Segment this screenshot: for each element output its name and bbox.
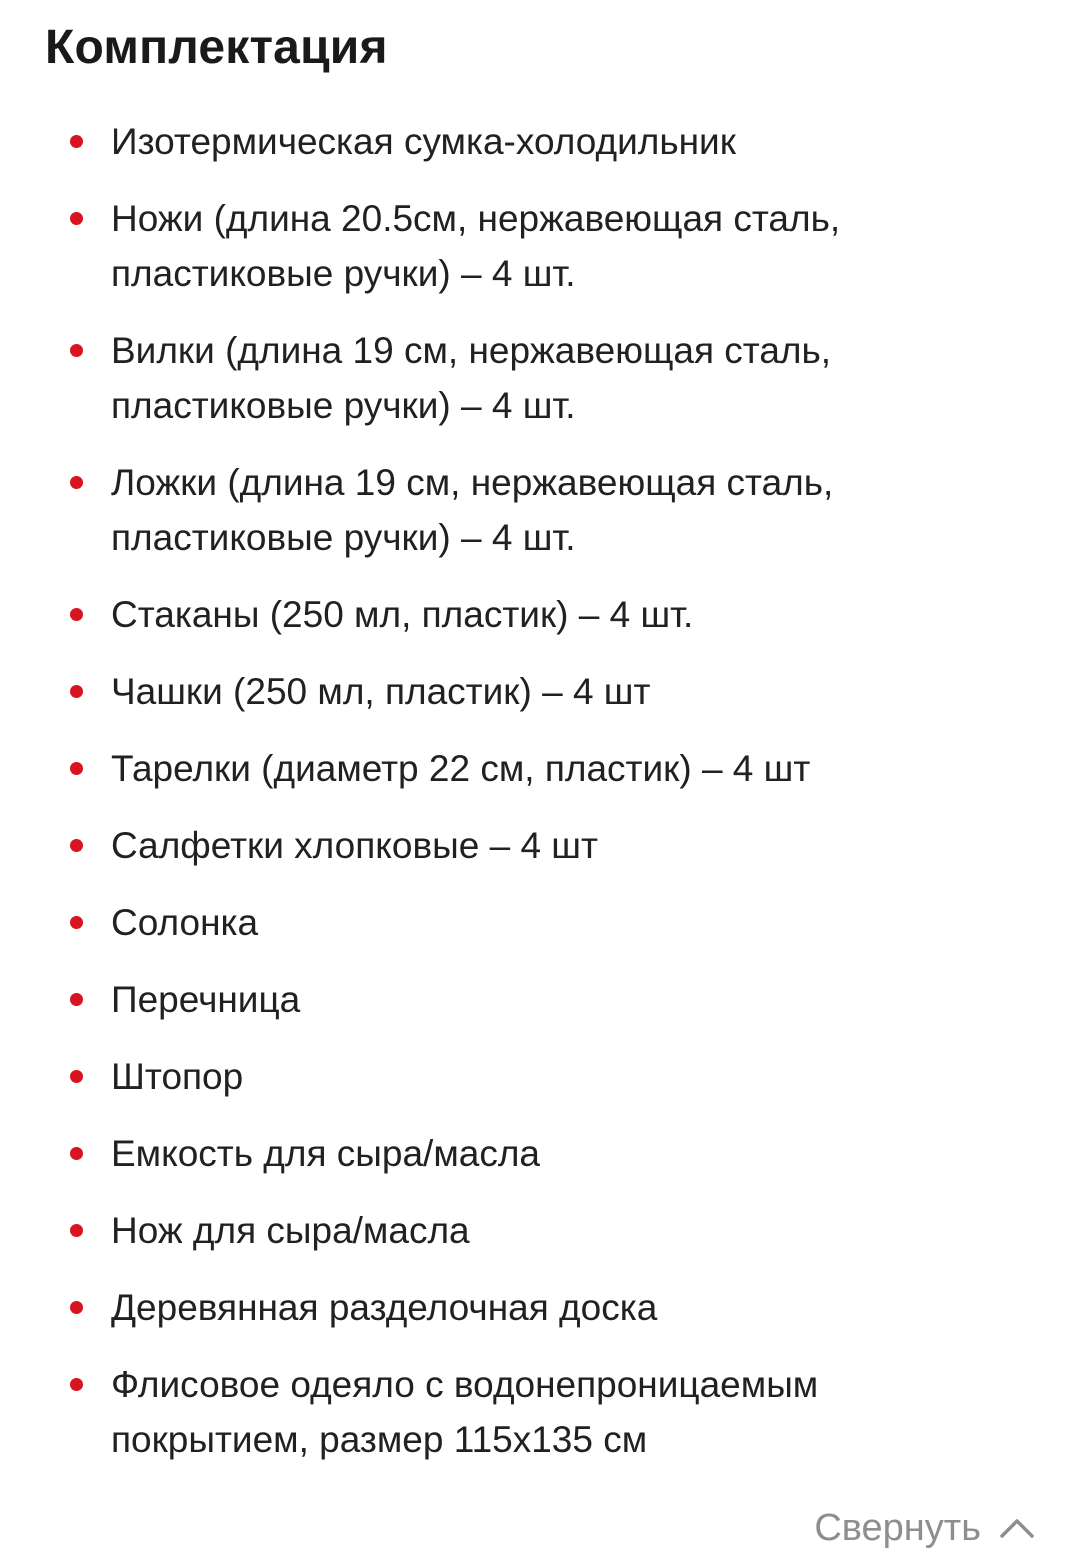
bullet-icon (70, 1224, 83, 1237)
list-item-text: Тарелки (диаметр 22 см, пластик) – 4 шт (111, 748, 811, 789)
list-item-text: Ножи (длина 20.5см, нержавеющая сталь, пластиковые ручки) – 4 шт. (111, 198, 841, 294)
equipment-list (0, 114, 1080, 1489)
list-item-text: Чашки (250 мл, пластик) – 4 шт (111, 671, 651, 712)
list-item-text: Вилки (длина 19 см, нержавеющая сталь, пластиковые ручки) – 4 шт. (111, 330, 832, 426)
bullet-icon (70, 1301, 83, 1314)
list-item-text: Перечница (111, 979, 301, 1020)
list-item (0, 1357, 1080, 1467)
list-item-text: Салфетки хлопковые – 4 шт (111, 825, 598, 866)
bullet-icon (70, 762, 83, 775)
list-item (0, 587, 1080, 642)
list-item (0, 818, 1080, 873)
bullet-icon (70, 993, 83, 1006)
list-item (0, 1280, 1080, 1335)
list-item (0, 1126, 1080, 1181)
list-item-text: Деревянная разделочная доска (111, 1287, 658, 1328)
list-item (0, 455, 1080, 565)
list-item-text: Емкость для сыра/масла (111, 1133, 541, 1174)
list-item (0, 664, 1080, 719)
list-item-text: Флисовое одеяло с водонепроницаемым покрытием, размер 115х135 см (111, 1364, 819, 1460)
list-item-text: Штопор (111, 1056, 244, 1097)
list-item (0, 191, 1080, 301)
bullet-icon (70, 135, 83, 148)
list-item (0, 1049, 1080, 1104)
list-item (0, 741, 1080, 796)
bullet-icon (70, 1378, 83, 1391)
bullet-icon (70, 476, 83, 489)
bullet-icon (70, 916, 83, 929)
list-item (0, 972, 1080, 1027)
bullet-icon (70, 839, 83, 852)
bullet-icon (70, 1147, 83, 1160)
bullet-icon (70, 1070, 83, 1083)
bullet-icon (70, 685, 83, 698)
collapse-label: Свернуть (814, 1507, 981, 1549)
list-item-text: Стаканы (250 мл, пластик) – 4 шт. (111, 594, 694, 635)
bullet-icon (70, 608, 83, 621)
list-item (0, 895, 1080, 950)
chevron-up-icon (999, 1517, 1035, 1539)
list-item (0, 114, 1080, 169)
bullet-icon (70, 344, 83, 357)
list-item-text: Изотермическая сумка-холодильник (111, 121, 736, 162)
list-item (0, 1203, 1080, 1258)
list-item (0, 323, 1080, 433)
list-item-text: Нож для сыра/масла (111, 1210, 470, 1251)
section-title: Комплектация (45, 21, 388, 74)
list-item-text: Ложки (длина 19 см, нержавеющая сталь, пластиковые ручки) – 4 шт. (111, 462, 834, 558)
bullet-icon (70, 212, 83, 225)
list-item-text: Солонка (111, 902, 259, 943)
